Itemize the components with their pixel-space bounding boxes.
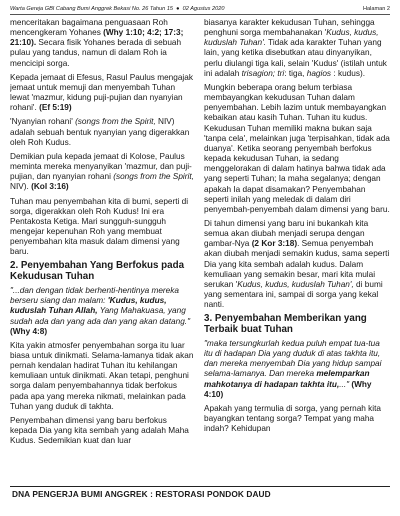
paragraph: Apakah yang termulia di sorga, yang pernah kita bayangkan tentang sorga? Tempat yang maha indah? Kehidupan <box>204 403 382 434</box>
header-bullet: ● <box>176 6 180 12</box>
paragraph: Penyembahan dimensi yang baru berfokus kepada Dia yang kita sembah yang adalah Maha Kudus. Sedemikian kuat dan luar <box>10 415 189 446</box>
scripture-quote: "maka tersungkurlah kedua puluh empat tua-tua itu di hadapan Dia yang duduk di atas takhta itu, dan mereka menyembah Dia yang hidup sampai selama-lamanya. Dan mereka melemparkan mahkotanya di hadapan takhta itu,..." (Why 4:10) <box>204 338 382 399</box>
paragraph: Kita yakin atmosfer penyembahan sorga itu luar biasa untuk dinikmati. Selama-lamanya tidak akan pernah kendalan hadirat Tuhan itu kehilangan kemuliaan untuk dinikmati. Akan tetapi, penghuni sorga dalam penyembahannya tidak berfokus pada apa yang mereka nikmati, melainkan pada Tuhan yang duduk di takhta. <box>10 340 194 411</box>
scripture-ref: (Ef 5:19) <box>39 103 72 113</box>
paragraph: biasanya karakter kekudusan Tuhan, sehingga penghuni sorga membahanakan 'Kudus, kudus, kuduslah Tuhan'. Tidak ada karakter Tuhan yang lain, yang ketika disebutkan atau dinyanyikan, perlu diulangi tiga kali, selain 'Kudus' (istilah untuk ini adalah trisagion; tri: tiga, hagios : kudus). <box>204 18 387 78</box>
article-body <box>10 18 390 476</box>
paragraph: 'Nyanyian rohani' (songs from the Spirit, NIV) adalah sebuah bentuk nyanyian yang digerakkan oleh Roh Kudus. <box>10 117 190 147</box>
paragraph: Demikian pula kepada jemaat di Kolose, Paulus meminta mereka menyanyikan 'mazmur, dan puji-pujian, dan nyanyian rohani (songs from the Spirit, NIV). (Kol 3:16) <box>10 151 194 192</box>
publication-name: Warta Gereja GBI Cabang Bumi Anggrek Bekasi No. 26 Tahun 15 <box>10 6 174 12</box>
paragraph: Tuhan mau penyembahan kita di bumi, seperti di sorga, digerakkan oleh Roh Kudus! Ini era Pentakosta Ketiga. Mari sungguh-sungguh mengejar kepenuhan Roh yang membuat penyembahan kita masuk dalam dimensi yang baru. <box>10 196 189 257</box>
scripture-ref: (Why 1:10; 4:2; 17:3; 21:10). <box>10 28 184 48</box>
publication-info <box>10 3 224 14</box>
scripture-ref: (Kol 3:16) <box>31 182 69 192</box>
left-column <box>10 18 196 476</box>
paragraph: Kepada jemaat di Efesus, Rasul Paulus mengajak jemaat untuk memuji dan menyembah Tuhan lewat 'mazmur, kidung puji-pujian dan nyanyian rohani'. (Ef 5:19) <box>10 72 193 113</box>
paragraph: Di tahun dimensi yang baru ini bukankah kita semua akan diubah menjadi serupa dengan gambar-Nya (2 Kor 3:18). Semua penyembah akan diubah menjadi semakin kudus, sama seperti Dia yang kita sembah adalah kudus. Dalam kemuliaan yang semakin besar, mari kita mulai serukan 'Kudus, kudus, kuduslah Tuhan', di bumi yang sementara ini, sampai di sorga yang kekal nanti. <box>204 218 390 310</box>
scripture-quote: "...dan dengan tidak berhenti-hentinya mereka berseru siang dan malam: 'Kudus, kudus, kuduslah Tuhan Allah, Yang Mahakuasa, yang sudah ada dan yang ada dan yang akan datang." (Why 4:8) <box>10 286 190 336</box>
scripture-ref: (2 Kor 3:18) <box>251 239 298 249</box>
section-heading-3: 3. Penyembahan Memberikan yang Terbaik buat Tuhan <box>204 313 367 336</box>
publication-date: 02 Agustus 2020 <box>182 6 225 12</box>
paragraph: Mungkin beberapa orang belum terbiasa membayangkan kekudusan Tuhan dalam penyembahan. Lebih lazim untuk membayangkan kebaikan atau kasih Tuhan. Tuhan itu kudus. Kekudusan Tuhan memiliki makna bukan saja 'tanpa cela', melainkan juga 'terpisahkan, tidak ada duanya'. Ketika seorang penyembah berfokus kepada kekudusan Tuhan, ia sedang menggelorakan di dalam hatinya bahwa tidak ada yang seperti Tuhan; Ia maha segalanya; dengan apakah Ia dapat disamakan? Penyembahan seperti inilah yang meledak di dalam diri penyembah-penyembah dalam dimensi yang baru. <box>204 82 390 214</box>
scripture-ref: (Why 4:8) <box>10 326 48 336</box>
page-footer: DNA PENGERJA BUMI ANGGREK : RESTORASI PONDOK DAUD <box>10 486 390 502</box>
section-heading-2: 2. Penyembahan Yang Berfokus pada Kekudusan Tuhan <box>10 260 185 283</box>
paragraph: menceritakan bagaimana penguasaan Roh mencengkeram Yohanes (Why 1:10; 4:2; 17:3; 21:10). Secara fisik Yohanes berada di sebuah pulau yang tandus, namun di dalam Roh ia mencicipi sorga. <box>10 18 184 68</box>
page-number: Halaman 2 <box>362 6 390 12</box>
right-column <box>204 18 390 476</box>
page-header <box>10 3 390 15</box>
scripture-ref: (Why 4:10) <box>204 379 372 399</box>
